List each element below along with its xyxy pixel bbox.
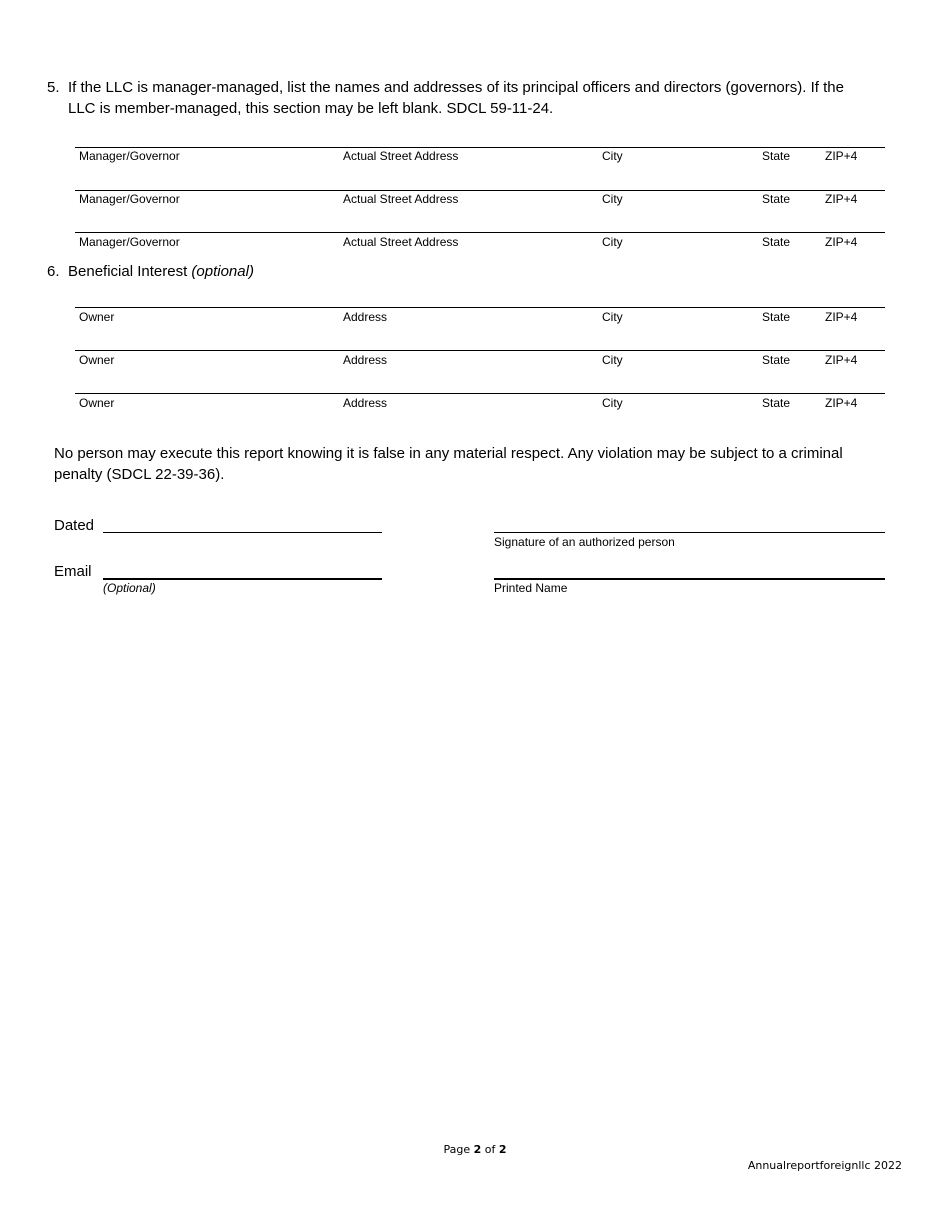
manager-name-label[interactable]: Manager/Governor <box>79 235 180 249</box>
page-prefix: Page <box>443 1143 474 1156</box>
owner-address-label[interactable]: Address <box>343 396 388 410</box>
manager-zip-label[interactable]: ZIP+4 <box>825 192 858 206</box>
row-divider <box>75 147 885 148</box>
manager-city-label[interactable]: City <box>602 235 623 249</box>
page-current: 2 <box>473 1143 482 1156</box>
section-6-optional-note: (optional) <box>191 263 254 280</box>
page-number <box>0 1143 950 1156</box>
owner-zip-label[interactable]: ZIP+4 <box>825 310 858 324</box>
owner-city-label[interactable]: City <box>602 353 623 367</box>
owner-state-label[interactable]: State <box>762 353 791 367</box>
dated-field[interactable] <box>103 532 382 533</box>
penalty-statement-line2: penalty (SDCL 22-39-36). <box>54 466 225 483</box>
row-divider <box>75 232 885 233</box>
manager-zip-label[interactable]: ZIP+4 <box>825 149 858 163</box>
row-divider <box>75 350 885 351</box>
email-field[interactable] <box>103 578 382 580</box>
manager-address-label[interactable]: Actual Street Address <box>343 149 459 163</box>
section-5-text-line1: If the LLC is manager-managed, list the names and addresses of its principal officers and directors (governors). If the <box>68 79 844 96</box>
owner-name-label[interactable]: Owner <box>79 310 115 324</box>
owner-zip-label[interactable]: ZIP+4 <box>825 396 858 410</box>
page-mid: of <box>481 1143 499 1156</box>
dated-label: Dated <box>54 517 95 534</box>
manager-name-label[interactable]: Manager/Governor <box>79 192 180 206</box>
row-divider <box>75 190 885 191</box>
printed-name-field[interactable] <box>494 578 885 580</box>
owner-zip-label[interactable]: ZIP+4 <box>825 353 858 367</box>
manager-address-label[interactable]: Actual Street Address <box>343 192 459 206</box>
owner-city-label[interactable]: City <box>602 310 623 324</box>
owner-city-label[interactable]: City <box>602 396 623 410</box>
manager-city-label[interactable]: City <box>602 192 623 206</box>
printed-name-label: Printed Name <box>494 581 568 595</box>
manager-state-label[interactable]: State <box>762 235 791 249</box>
form-code: Annualreportforeignllc 2022 <box>747 1159 902 1172</box>
page-total: 2 <box>498 1143 507 1156</box>
section-6-title-text: Beneficial Interest <box>68 263 188 280</box>
manager-state-label[interactable]: State <box>762 192 791 206</box>
email-label: Email <box>54 563 92 580</box>
email-optional-note: (Optional) <box>103 581 156 595</box>
section-6-number: 6. <box>47 263 60 280</box>
manager-state-label[interactable]: State <box>762 149 791 163</box>
section-6-title <box>68 261 254 282</box>
manager-zip-label[interactable]: ZIP+4 <box>825 235 858 249</box>
owner-state-label[interactable]: State <box>762 310 791 324</box>
section-5-number: 5. <box>47 79 60 96</box>
penalty-statement-line1: No person may execute this report knowing it is false in any material respect. Any violation may be subject to a criminal <box>54 445 843 462</box>
owner-state-label[interactable]: State <box>762 396 791 410</box>
signature-field[interactable] <box>494 532 885 533</box>
row-divider <box>75 307 885 308</box>
owner-address-label[interactable]: Address <box>343 310 388 324</box>
signature-label: Signature of an authorized person <box>494 535 675 549</box>
manager-name-label[interactable]: Manager/Governor <box>79 149 180 163</box>
owner-name-label[interactable]: Owner <box>79 396 115 410</box>
row-divider <box>75 393 885 394</box>
section-5-text-line2: LLC is member-managed, this section may be left blank. SDCL 59-11-24. <box>68 100 554 117</box>
owner-name-label[interactable]: Owner <box>79 353 115 367</box>
owner-address-label[interactable]: Address <box>343 353 388 367</box>
manager-address-label[interactable]: Actual Street Address <box>343 235 459 249</box>
manager-city-label[interactable]: City <box>602 149 623 163</box>
